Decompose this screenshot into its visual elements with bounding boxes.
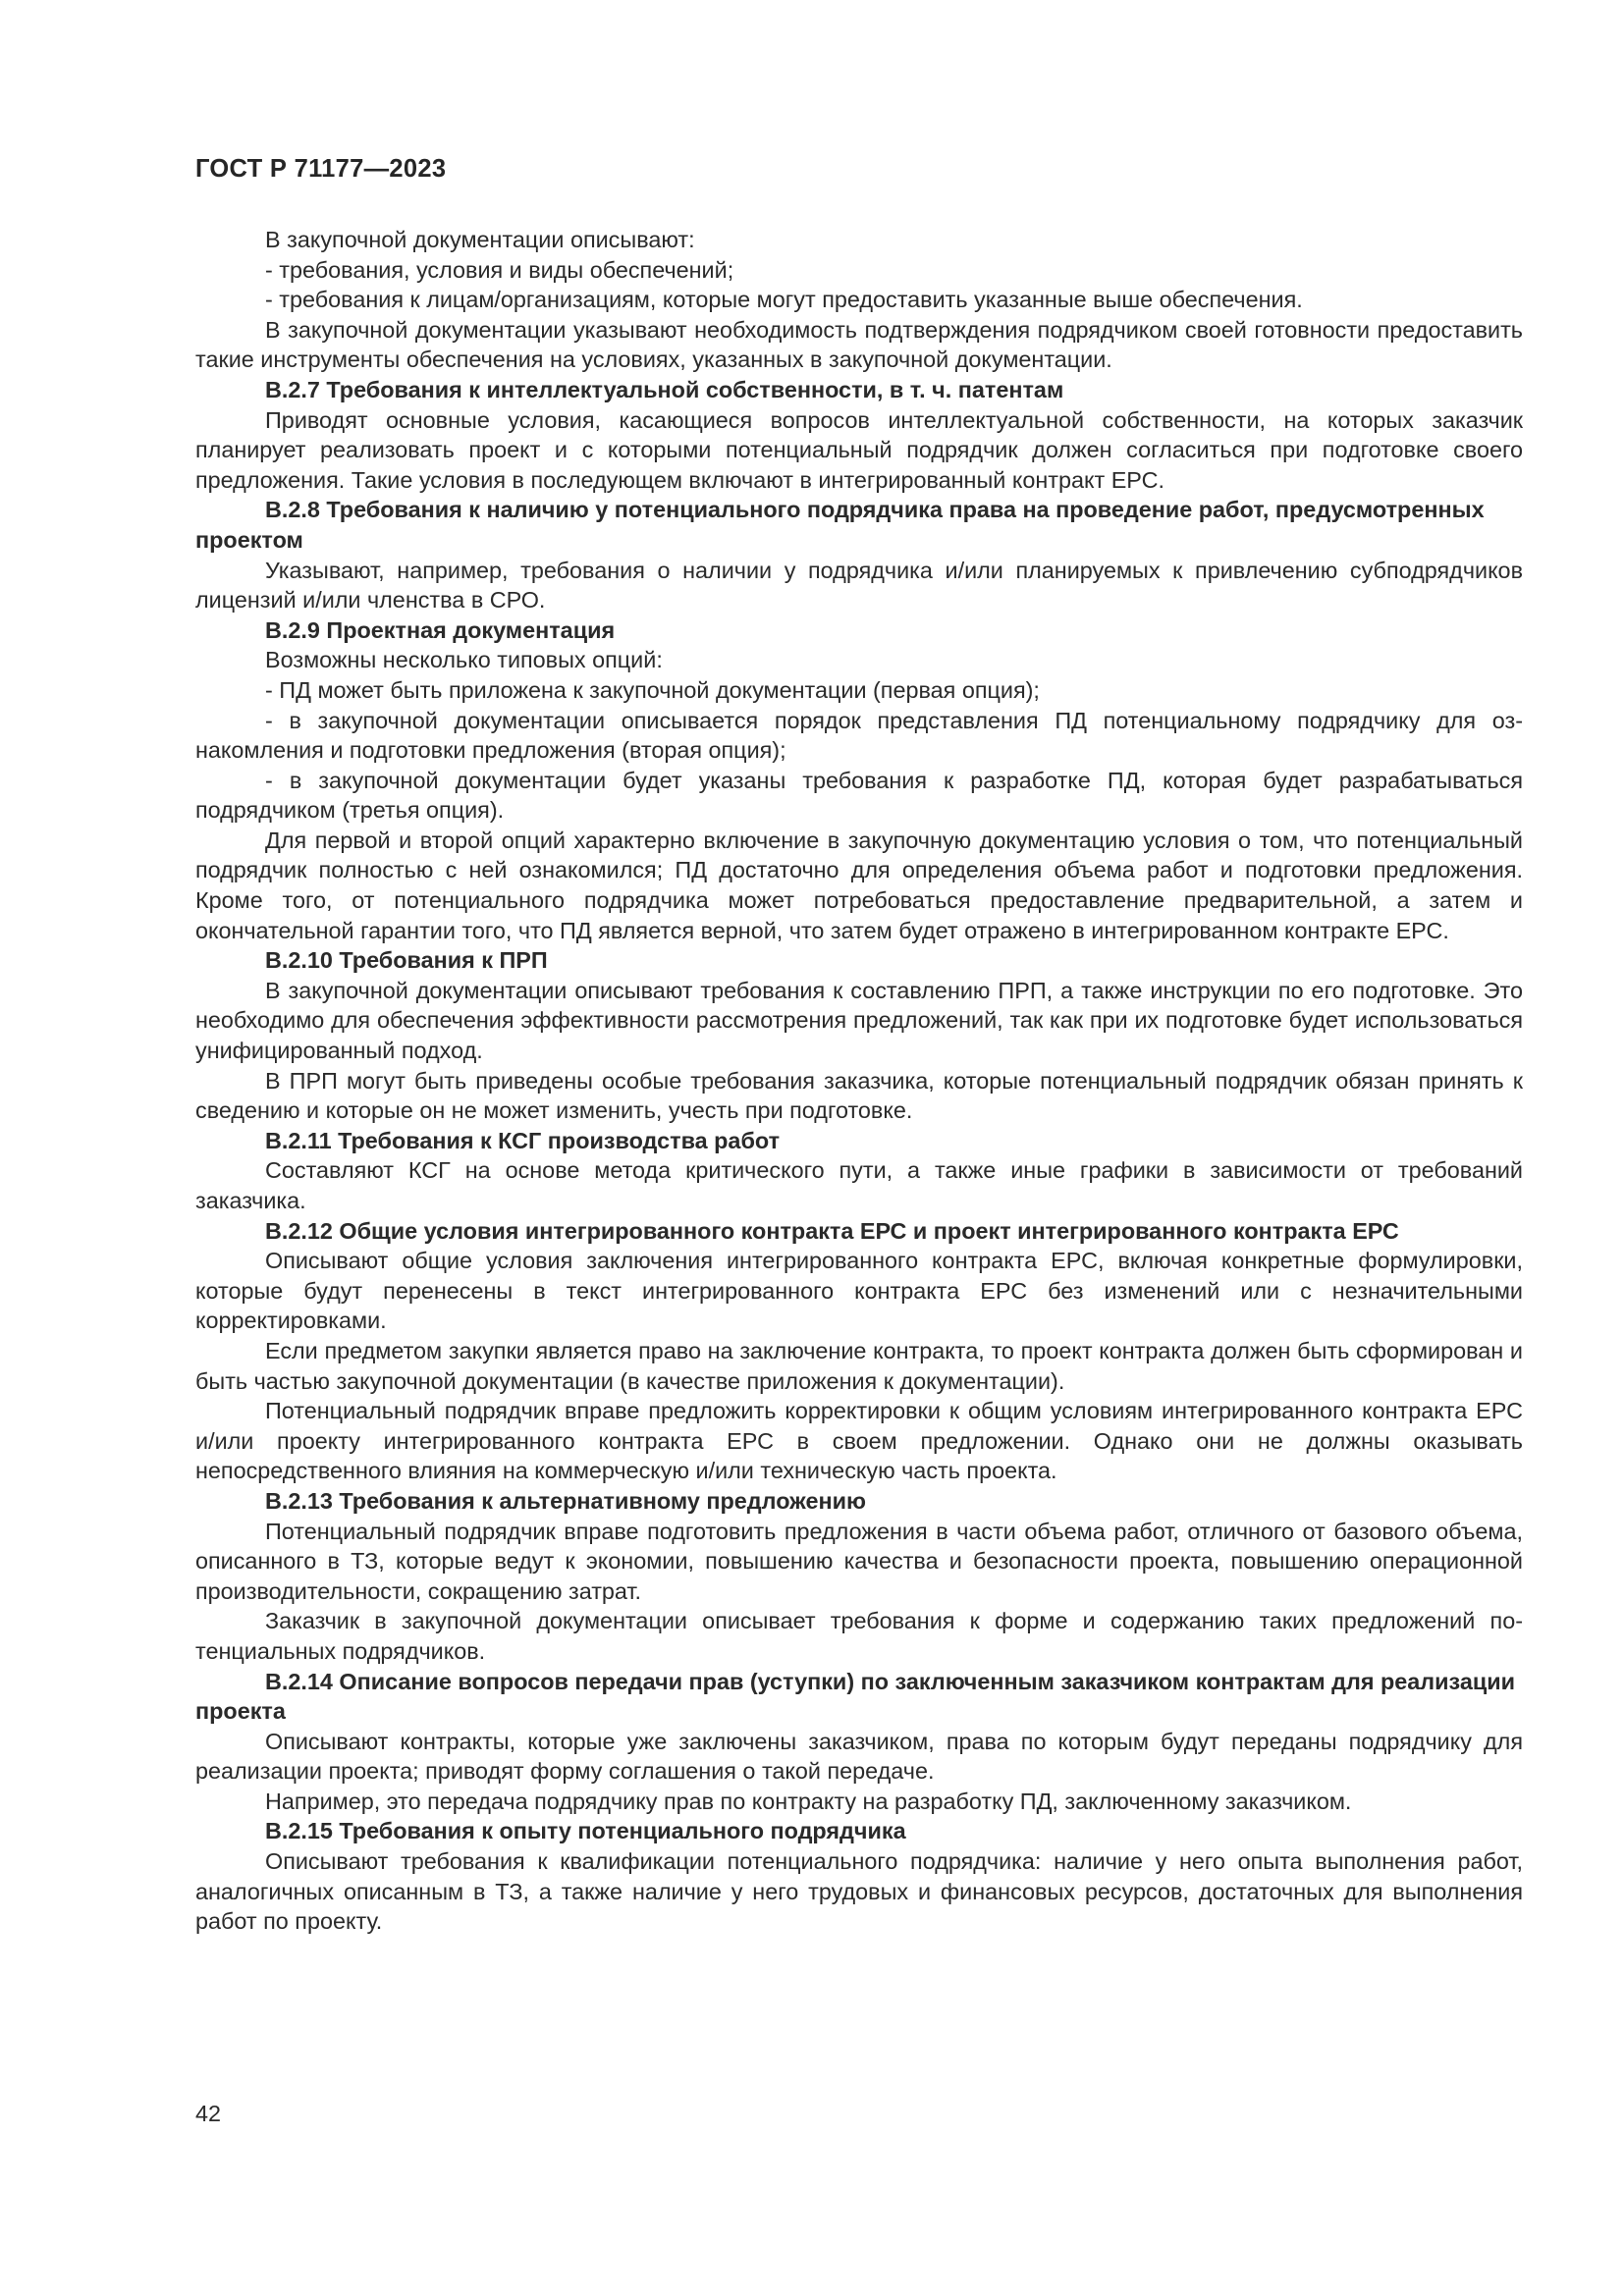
- list-item: - требования к лицам/организациям, которые могут предоставить указанные выше обеспечения.: [265, 287, 1303, 313]
- paragraph: В закупочной документации описывают:: [265, 227, 695, 252]
- paragraph: Описывают требования к квалификации потенциального подрядчика: наличие у него опыта выполнения работ, аналогичных описанным в ТЗ, а также наличие у него трудовых и финансовых ресурсов, достаточных для выполнения работ по проекту.: [195, 1848, 1523, 1935]
- section-heading-b-2-12: В.2.12 Общие условия интегрированного контракта ЕРС и проект интегрированного контракта ЕРС: [265, 1217, 1399, 1244]
- paragraph: Описывают контракты, которые уже заключены заказчиком, права по которым будут переданы подрядчику для реализации проекта; приводят форму соглашения о такой передаче.: [195, 1728, 1523, 1785]
- paragraph: Для первой и второй опций характерно включение в закупочную документацию условия о том, что потенциальный подрядчик полностью с ней ознакомился; ПД достаточно для определения объема работ и подготовки предложения. Кроме того, от потенциального подрядчика может потребоваться предоставление предварительной, а затем и окончательной гарантии того, что ПД является верной, что затем будет отражено в интегрированном контракте ЕРС.: [195, 827, 1523, 943]
- section-heading-b-2-9: В.2.9 Проектная документация: [265, 616, 616, 643]
- section-heading-b-2-11: В.2.11 Требования к КСГ производства работ: [265, 1127, 781, 1153]
- paragraph: Составляют КСГ на основе метода критического пути, а также иные графики в зависимости от требований заказчика.: [195, 1157, 1523, 1213]
- list-item: - ПД может быть приложена к закупочной документации (первая опция);: [265, 676, 1040, 703]
- list-item: - в закупочной документации описывается порядок представления ПД потенциальному подрядчику для ознакомления и подготовки предложения (вторая опция);: [195, 707, 1523, 764]
- paragraph: В закупочной документации описывают требования к составлению ПРП, а также инструкции по его подготовке. Это необходимо для обеспечения эффективности рассмотрения предложений, так как при их подготовке будет использоваться унифицированный подход.: [195, 977, 1523, 1064]
- paragraph: Например, это передача подрядчику прав по контракту на разработку ПД, заключенному заказчиком.: [265, 1788, 1352, 1814]
- paragraph: Приводят основные условия, касающиеся вопросов интеллектуальной собственности, на которых заказчик планирует реализовать проект и с которыми потенциальный подрядчик должен согласиться при подготовке своего предложения. Такие условия в последующем включают в интегрированный контракт ЕРС.: [195, 406, 1523, 493]
- paragraph: Если предметом закупки является право на заключение контракта, то проект контракта должен быть сформирован и быть частью закупочной документации (в качестве приложения к документации).: [195, 1337, 1523, 1394]
- list-item: - требования, условия и виды обеспечений;: [265, 256, 734, 283]
- section-heading-b-2-15: В.2.15 Требования к опыту потенциального подрядчика: [265, 1818, 906, 1844]
- section-heading-b-2-13: В.2.13 Требования к альтернативному предложению: [265, 1487, 866, 1514]
- paragraph: Описывают общие условия заключения интегрированного контракта ЕРС, включая конкретные формулировки, которые будут перенесены в текст интегрированного контракта ЕРС без изменений или с незначительными корректировками.: [195, 1248, 1523, 1334]
- paragraph: Потенциальный подрядчик вправе предложить корректировки к общим условиям интегрированного контракта ЕРС и/или проекту интегрированного контракта ЕРС в своем предложении. Однако они не должны оказывать непосредственного влияния на коммерческую и/или техническую часть проекта.: [195, 1398, 1523, 1484]
- page-number: 42: [195, 2101, 222, 2126]
- list-item: - в закупочной документации будет указаны требования к разработке ПД, которая будет разрабатываться подрядчиком (третья опция).: [195, 767, 1523, 824]
- paragraph: Заказчик в закупочной документации описывает требования к форме и содержанию таких предложений потенциальных подрядчиков.: [195, 1608, 1523, 1664]
- section-heading-b-2-14: В.2.14 Описание вопросов передачи прав (уступки) по заключенным заказчиком контрактам для реализации проекта: [195, 1668, 1516, 1725]
- document-body: [195, 225, 1523, 1937]
- section-heading-b-2-8: В.2.8 Требования к наличию у потенциального подрядчика права на проведение работ, предусмотренных проектом: [195, 497, 1485, 553]
- section-heading-b-2-7: В.2.7 Требования к интеллектуальной собственности, в т. ч. патентам: [265, 376, 1064, 402]
- paragraph: Потенциальный подрядчик вправе подготовить предложения в части объема работ, отличного от базового объема, описанного в ТЗ, которые ведут к экономии, повышению качества и безопасности проекта, повышению операционной производительности, сокращению затрат.: [195, 1518, 1523, 1604]
- paragraph: Указывают, например, требования о наличии у подрядчика и/или планируемых к привлечению субподрядчиков лицензий и/или членства в СРО.: [195, 557, 1523, 614]
- paragraph: Возможны несколько типовых опций:: [265, 647, 663, 673]
- page-header-doc-code: ГОСТ Р 71177—2023: [195, 155, 447, 183]
- section-heading-b-2-10: В.2.10 Требования к ПРП: [265, 947, 548, 974]
- paragraph: В ПРП могут быть приведены особые требования заказчика, которые потенциальный подрядчик обязан принять к сведению и которые он не может изменить, учесть при подготовке.: [195, 1067, 1523, 1124]
- paragraph: В закупочной документации указывают необходимость подтверждения подрядчиком своей готовности предоставить такие инструменты обеспечения на условиях, указанных в закупочной документации.: [195, 316, 1523, 373]
